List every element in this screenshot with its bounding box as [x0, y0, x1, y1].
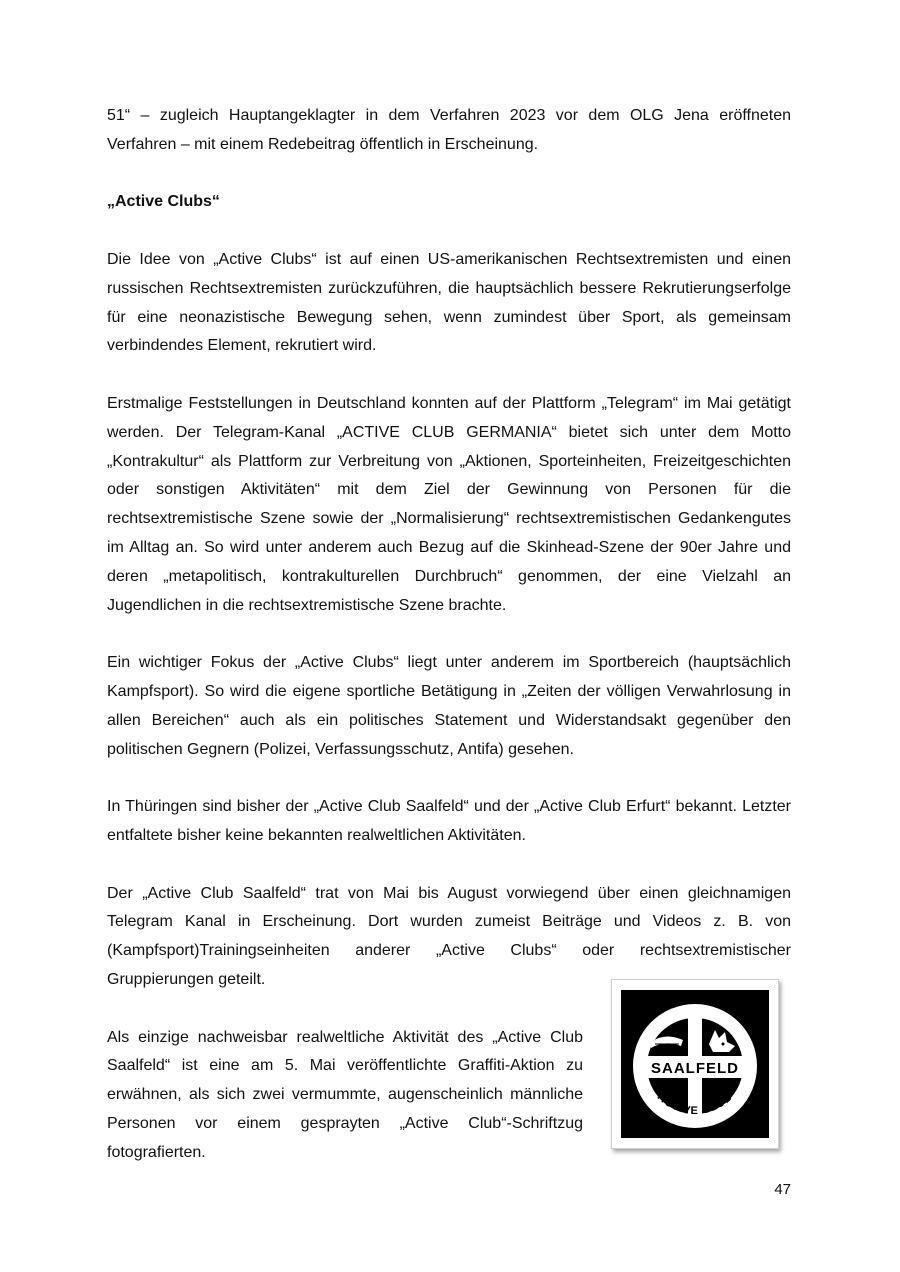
paragraph-saalfeld-channel: Der „Active Club Saalfeld“ trat von Mai bis August vorwiegend über einen gleichnamigen Telegram Kanal in Erscheinung. Dort wurden zumeist Beiträge und Videos z. B. von (Kampfsport)Trainingseinheiten anderer „Active Clubs“ oder rechtsextremistischer Gruppierungen geteilt.	[107, 884, 791, 988]
paragraph-continuation: 51“ – zugleich Hauptangeklagter in dem Verfahren 2023 vor dem OLG Jena eröffneten Verfahren – mit einem Redebeitrag öffentlich in Erscheinung.	[107, 107, 791, 153]
paragraph-graffiti: Als einzige nachweisbar realweltliche Aktivität des „Active Club Saalfeld“ ist eine am 5. Mai veröffentlichte Graffiti-Aktion zu erwähnen, als sich zwei vermummte, augenscheinlich männliche Personen vor einem gesprayten „Active Club“-Schriftzug fotografierten.	[107, 1028, 583, 1161]
page-number: 47	[774, 1181, 791, 1198]
logo-graphic	[621, 990, 769, 1138]
paragraph-thuringia: In Thüringen sind bisher der „Active Club Saalfeld“ und der „Active Club Erfurt“ bekannt. Letzter entfaltete bisher keine bekannten realweltlichen Aktivitäten.	[107, 798, 791, 844]
section-heading: „Active Clubs“	[107, 193, 220, 211]
active-club-saalfeld-logo	[611, 979, 779, 1149]
logo-bottom-text: ACTIVE CLUB	[654, 1090, 736, 1118]
paragraph-telegram: Erstmalige Feststellungen in Deutschland konnten auf der Plattform „Telegram“ im Mai getätigt werden. Der Telegram-Kanal „ACTIVE CLUB GERMANIA“ bietet sich unter dem Motto „Kontrakultur“ als Plattform zur Verbreitung von „Aktionen, Sporteinheiten, Freizeitgeschichten oder sonstigen Aktivitäten“ mit dem Ziel der Gewinnung von Personen für die rechtsextremistische Szene sowie der „Normalisierung“ rechtsextremistischen Gedankengutes im Alltag an. So wird unter anderem auch Bezug auf die Skinhead-Szene der 90er Jahre und deren „metapolitisch, kontrakulturellen Durchbruch“ genommen, der eine Vielzahl an Jugendlichen in die rechtsextremistische Szene brachte.	[107, 394, 791, 614]
paragraph-origin: Die Idee von „Active Clubs“ ist auf einen US-amerikanischen Rechtsextremisten und einen russischen Rechtsextremisten zurückzuführen, die hauptsächlich bessere Rekrutierungserfolge für eine neonazistische Bewegung sehen, wenn zumindest über Sport, als gemeinsam verbindendes Element, rekrutiert wird.	[107, 250, 791, 355]
paragraph-sport-focus: Ein wichtiger Fokus der „Active Clubs“ liegt unter anderem im Sportbereich (hauptsächlich Kampfsport). So wird die eigene sportliche Betätigung in „Zeiten der völligen Verwahrlosung in allen Bereichen“ auch als ein politisches Statement und Widerstandsakt gegenüber den politischen Gegnern (Polizei, Verfassungsschutz, Antifa) gesehen.	[107, 654, 791, 758]
logo-top-text: SAALFELD	[651, 1060, 739, 1077]
